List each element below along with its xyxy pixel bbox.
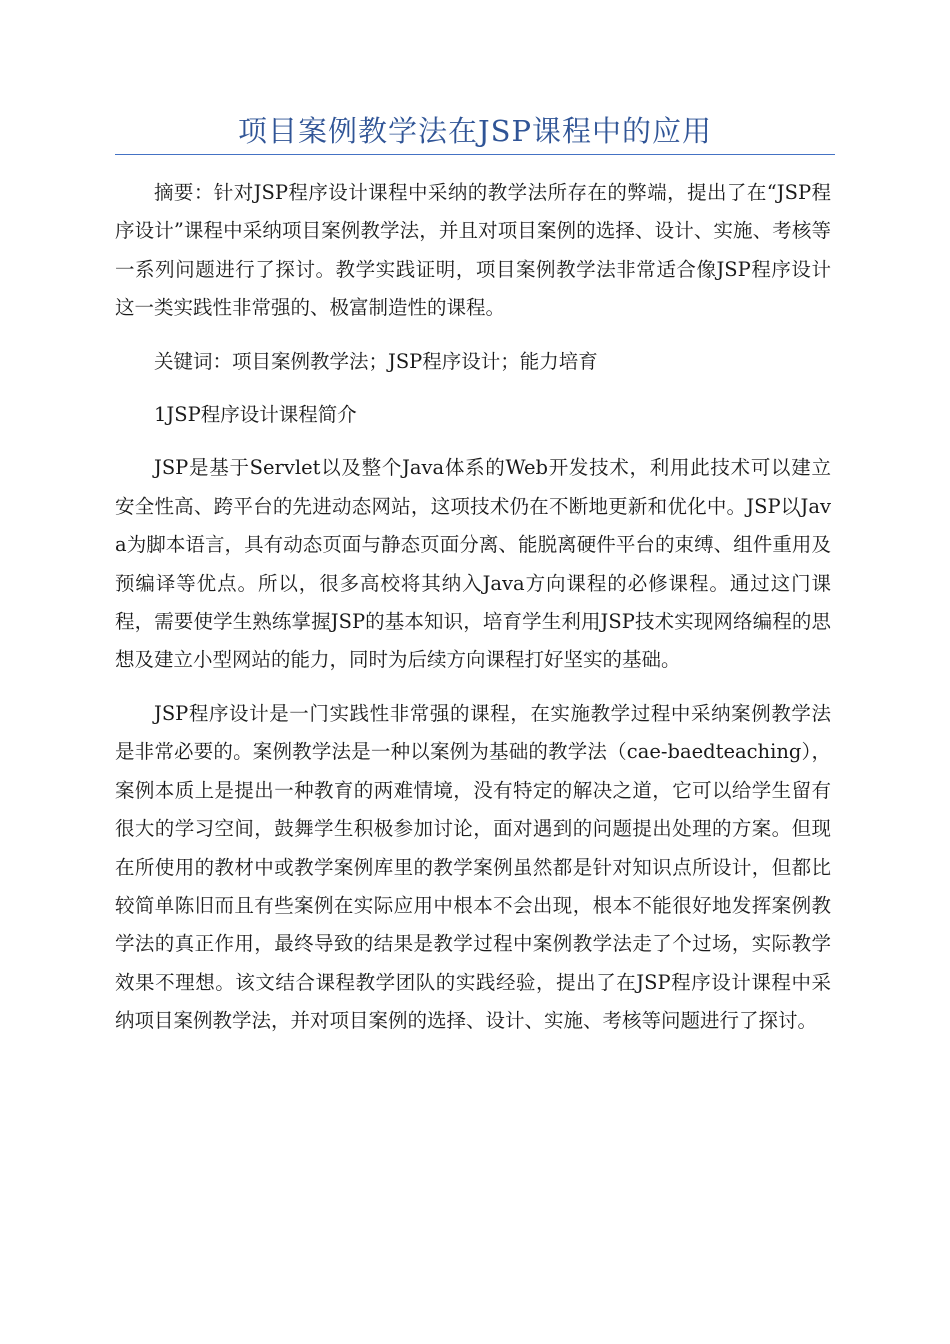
document-title: 项目案例教学法在JSP课程中的应用 [237,114,712,148]
keywords-paragraph: 关键词：项目案例教学法；JSP程序设计；能力培育 [154,349,598,373]
document-body [115,174,831,1041]
body-paragraph: JSP是基于Servlet以及整个Java体系的Web开发技术，利用此技术可以建立安全性高、跨平台的先进动态网站，这项技术仍在不断地更新和优化中。JSP以Java为脚本语言，具有动态页面与静态页面分离、能脱离硬件平台的束缚、组件重用及预编译等优点。所以，很多高校将其纳入Java方向课程的必修课程。通过这门课程，需要使学生熟练掌握JSP的基本知识，培育学生利用JSP技术实现网络编程的思想及建立小型网站的能力，同时为后续方向课程打好坚实的基础。 [115,456,831,672]
body-paragraph: JSP程序设计是一门实践性非常强的课程，在实施教学过程中采纳案例教学法是非常必要的。案例教学法是一种以案例为基础的教学法（cae-baedteaching），案例本质上是提出一种教育的两难情境，没有特定的解决之道，它可以给学生留有很大的学习空间，鼓舞学生积极参加讨论，面对遇到的问题提出处理的方案。但现在所使用的教材中或教学案例库里的教学案例虽然都是针对知识点所设计，但都比较简单陈旧而且有些案例在实际应用中根本不会出现，根本不能很好地发挥案例教学法的真正作用，最终导致的结果是教学过程中案例教学法走了个过场，实际教学效果不理想。该文结合课程教学团队的实践经验，提出了在JSP程序设计课程中采纳项目案例教学法，并对项目案例的选择、设计、实施、考核等问题进行了探讨。 [115,701,832,1033]
abstract-paragraph: 摘要：针对JSP程序设计课程中采纳的教学法所存在的弊端，提出了在“JSP程序设计”课程中采纳项目案例教学法，并且对项目案例的选择、设计、实施、考核等一系列问题进行了探讨。教学实践证明，项目案例教学法非常适合像JSP程序设计这一类实践性非常强的、极富制造性的课程。 [115,181,831,320]
section-heading: 1JSP程序设计课程简介 [154,403,357,427]
title-block [115,108,835,155]
